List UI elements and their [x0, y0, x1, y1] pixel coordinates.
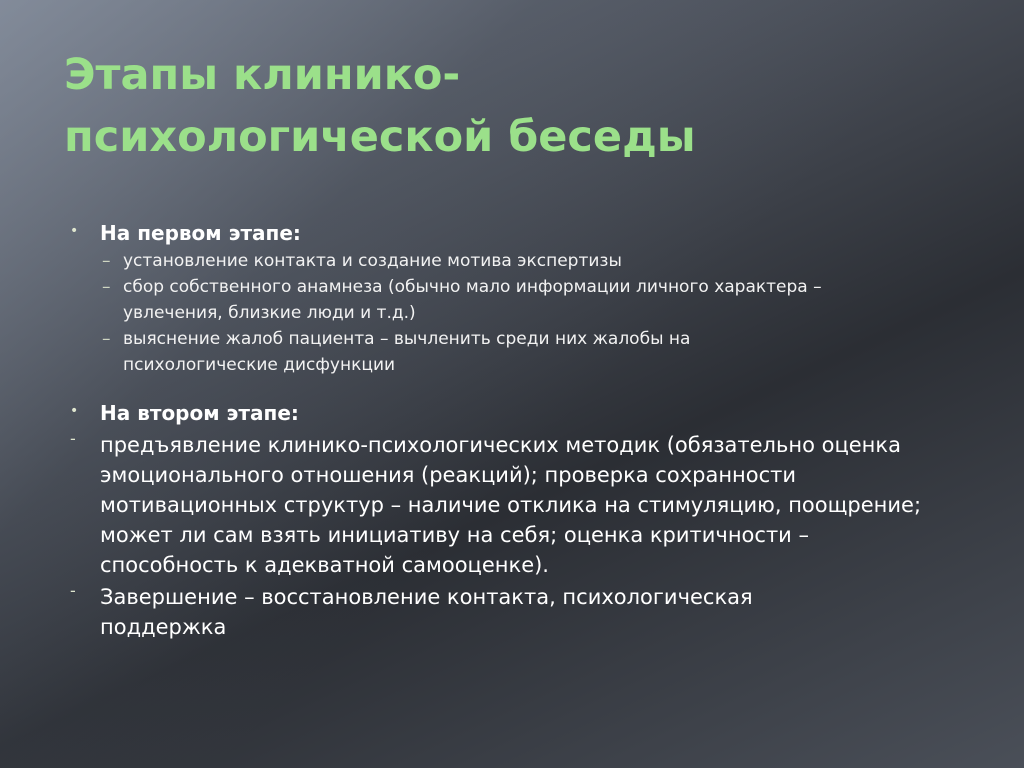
stage-1-item — [70, 326, 843, 378]
stage-2-item — [70, 430, 940, 580]
stage-1-heading — [70, 218, 970, 248]
dash-icon: - — [70, 581, 76, 600]
stage-1-heading-text: На первом этапе: — [100, 221, 301, 245]
stage-2-heading — [70, 398, 970, 428]
stage-1-item — [70, 248, 970, 274]
stage-1-item — [70, 274, 843, 326]
dash-icon: – — [102, 329, 111, 349]
slide-title — [64, 44, 964, 168]
stage-2-item-text: предъявление клинико-психологических методик (обязательно оценка эмоционального отношения (реакций); проверка сохранности мотивационных структур – наличие отклика на стимуляцию, поощрение; может ли сам взять инициативу на себя; оценка критичности – способность к адекватной самооценке). — [100, 433, 922, 577]
stage-1-item-text: выяснение жалоб пациента – вычленить среди них жалобы на психологические дисфункции — [123, 329, 691, 375]
title-line-1: Этапы клинико- — [64, 50, 461, 100]
slide-content — [70, 218, 970, 642]
stage-2-item — [70, 582, 880, 642]
dash-icon: - — [70, 429, 76, 448]
stage-2-item-text: Завершение – восстановление контакта, психологическая поддержка — [100, 585, 753, 639]
title-line-2: психологической беседы — [64, 112, 696, 162]
dash-icon: – — [102, 277, 111, 297]
stage-1-item-text: сбор собственного анамнеза (обычно мало информации личного характера – увлечения, близкие люди и т.д.) — [123, 277, 822, 323]
stage-2-heading-text: На втором этапе: — [100, 401, 299, 425]
bullet-dot-icon: • — [70, 403, 79, 419]
stage-1-item-text: установление контакта и создание мотива экспертизы — [123, 251, 622, 271]
bullet-dot-icon: • — [70, 223, 79, 239]
dash-icon: – — [102, 251, 111, 271]
